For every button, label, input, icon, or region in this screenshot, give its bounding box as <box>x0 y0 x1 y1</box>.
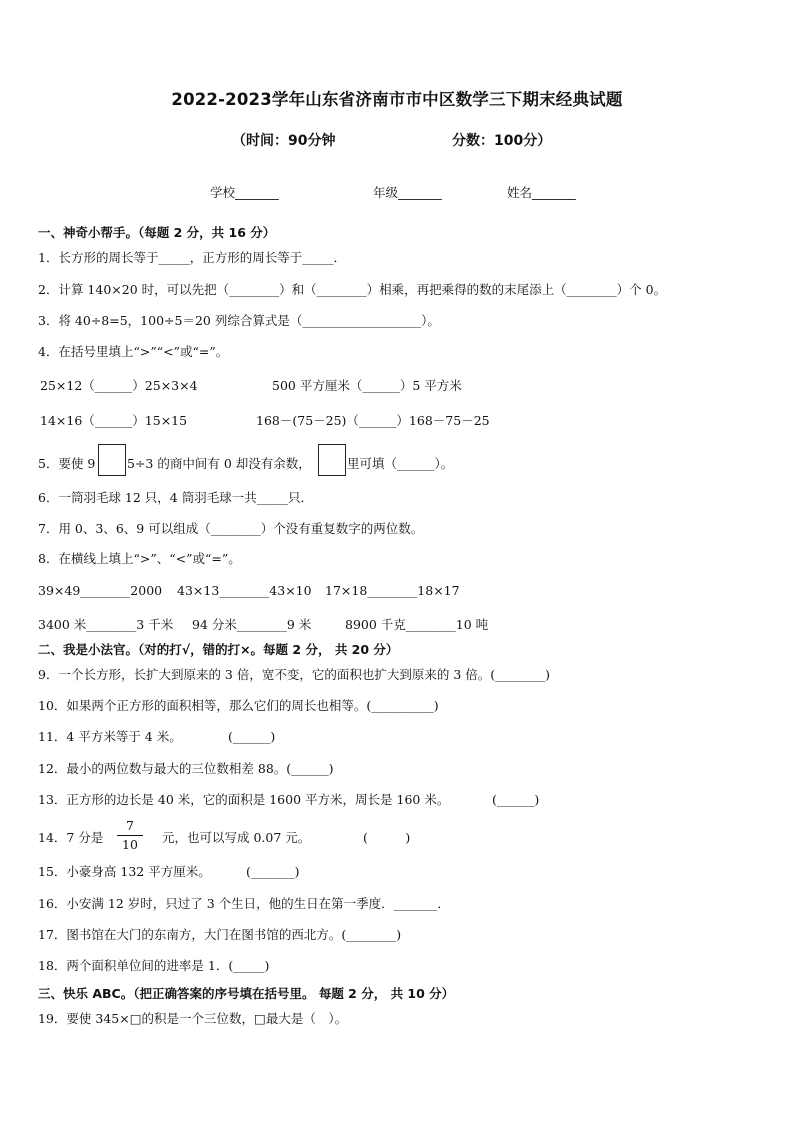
question-8b: 43×13________43×10 <box>177 583 312 598</box>
question-8c: 17×18________18×17 <box>325 583 460 598</box>
section-2-heading: 二、我是小法官。（对的打√，错的打×。每题 2 分， 共 20 分） <box>38 642 399 657</box>
question-3: 3．将 40÷8=5，100÷5＝20 列综合算式是（___________________）。 <box>38 313 440 328</box>
fraction-denominator: 10 <box>122 837 138 852</box>
school-field[interactable]: 学校_______ <box>210 185 279 200</box>
question-11: 11．4 平方米等于 4 米。 <box>38 729 182 744</box>
question-4a: 25×12（______）25×3×4 <box>40 378 198 393</box>
name-field[interactable]: 姓名_______ <box>507 185 576 200</box>
question-13: 13．正方形的边长是 40 米，它的面积是 1600 平方米，周长是 160 米。 <box>38 792 450 807</box>
grade-field[interactable]: 年级_______ <box>373 185 442 200</box>
question-14-suffix: 元，也可以写成 0.07 元。 <box>162 830 311 845</box>
question-7: 7．用 0、3、6、9 可以组成（________）个没有重复数字的两位数。 <box>38 521 424 536</box>
question-4b: 500 平方厘米（______）5 平方米 <box>272 378 462 393</box>
question-14-prefix: 14．7 分是 <box>38 830 104 845</box>
question-4: 4．在括号里填上“>”“<”或“=”。 <box>38 344 229 359</box>
question-15-answer[interactable]: (_______) <box>246 864 300 879</box>
question-9: 9．一个长方形，长扩大到原来的 3 倍，宽不变，它的面积也扩大到原来的 3 倍。(________) <box>38 667 551 682</box>
question-8f: 8900 千克________10 吨 <box>345 617 489 632</box>
question-17: 17．图书馆在大门的东南方，大门在图书馆的西北方。(________) <box>38 927 402 942</box>
question-1: 1．长方形的周长等于_____，正方形的周长等于_____． <box>38 250 346 265</box>
fraction-bar <box>117 835 143 836</box>
question-2: 2．计算 140×20 时，可以先把（________）和（________）相乘，再把乘得的数的末尾添上（________）个 0。 <box>38 282 667 297</box>
question-10: 10．如果两个正方形的面积相等，那么它们的周长也相等。(__________) <box>38 698 439 713</box>
question-8d: 3400 米________3 千米 <box>38 617 174 632</box>
question-8: 8．在横线上填上“>”、“<”或“=”。 <box>38 551 241 566</box>
question-13-answer[interactable]: (______) <box>492 792 540 807</box>
section-1-heading: 一、神奇小帮手。（每题 2 分，共 16 分） <box>38 225 276 240</box>
question-12: 12．最小的两位数与最大的三位数相差 88。(______) <box>38 761 334 776</box>
answer-box[interactable] <box>98 444 126 476</box>
question-6: 6．一筒羽毛球 12 只，4 筒羽毛球一共_____只． <box>38 490 313 505</box>
fraction-numerator: 7 <box>126 818 134 833</box>
question-4c: 14×16（______）15×15 <box>40 413 188 428</box>
question-4d: 168－(75－25)（______）168－75－25 <box>256 413 490 428</box>
question-5-middle: 5÷3 的商中间有 0 却没有余数， <box>127 456 311 471</box>
question-8a: 39×49________2000 <box>38 583 163 598</box>
question-16: 16．小安满 12 岁时，只过了 3 个生日，他的生日在第一季度．_______． <box>38 896 450 911</box>
question-5-suffix: 里可填（______）。 <box>347 456 454 471</box>
question-5-prefix: 5．要使 9 <box>38 456 96 471</box>
question-11-answer[interactable]: (______) <box>228 729 276 744</box>
question-19: 19．要使 345×□的积是一个三位数，□最大是（ ）。 <box>38 1011 348 1026</box>
question-18: 18．两个面积单位间的进率是 1．(_____) <box>38 958 270 973</box>
exam-title: 2022-2023学年山东省济南市市中区数学三下期末经典试题 <box>171 90 623 109</box>
section-3-heading: 三、快乐 ABC。（把正确答案的序号填在括号里。 每题 2 分， 共 10 分） <box>38 986 455 1001</box>
fraction <box>117 818 143 853</box>
question-8e: 94 分米________9 米 <box>192 617 312 632</box>
question-15: 15．小豪身高 132 平方厘米。 <box>38 864 211 879</box>
exam-score: 分数：100分） <box>452 133 552 149</box>
answer-box[interactable] <box>318 444 346 476</box>
exam-time: （时间：90分钟 <box>232 133 336 149</box>
question-14-answer[interactable]: ( ) <box>363 830 411 845</box>
